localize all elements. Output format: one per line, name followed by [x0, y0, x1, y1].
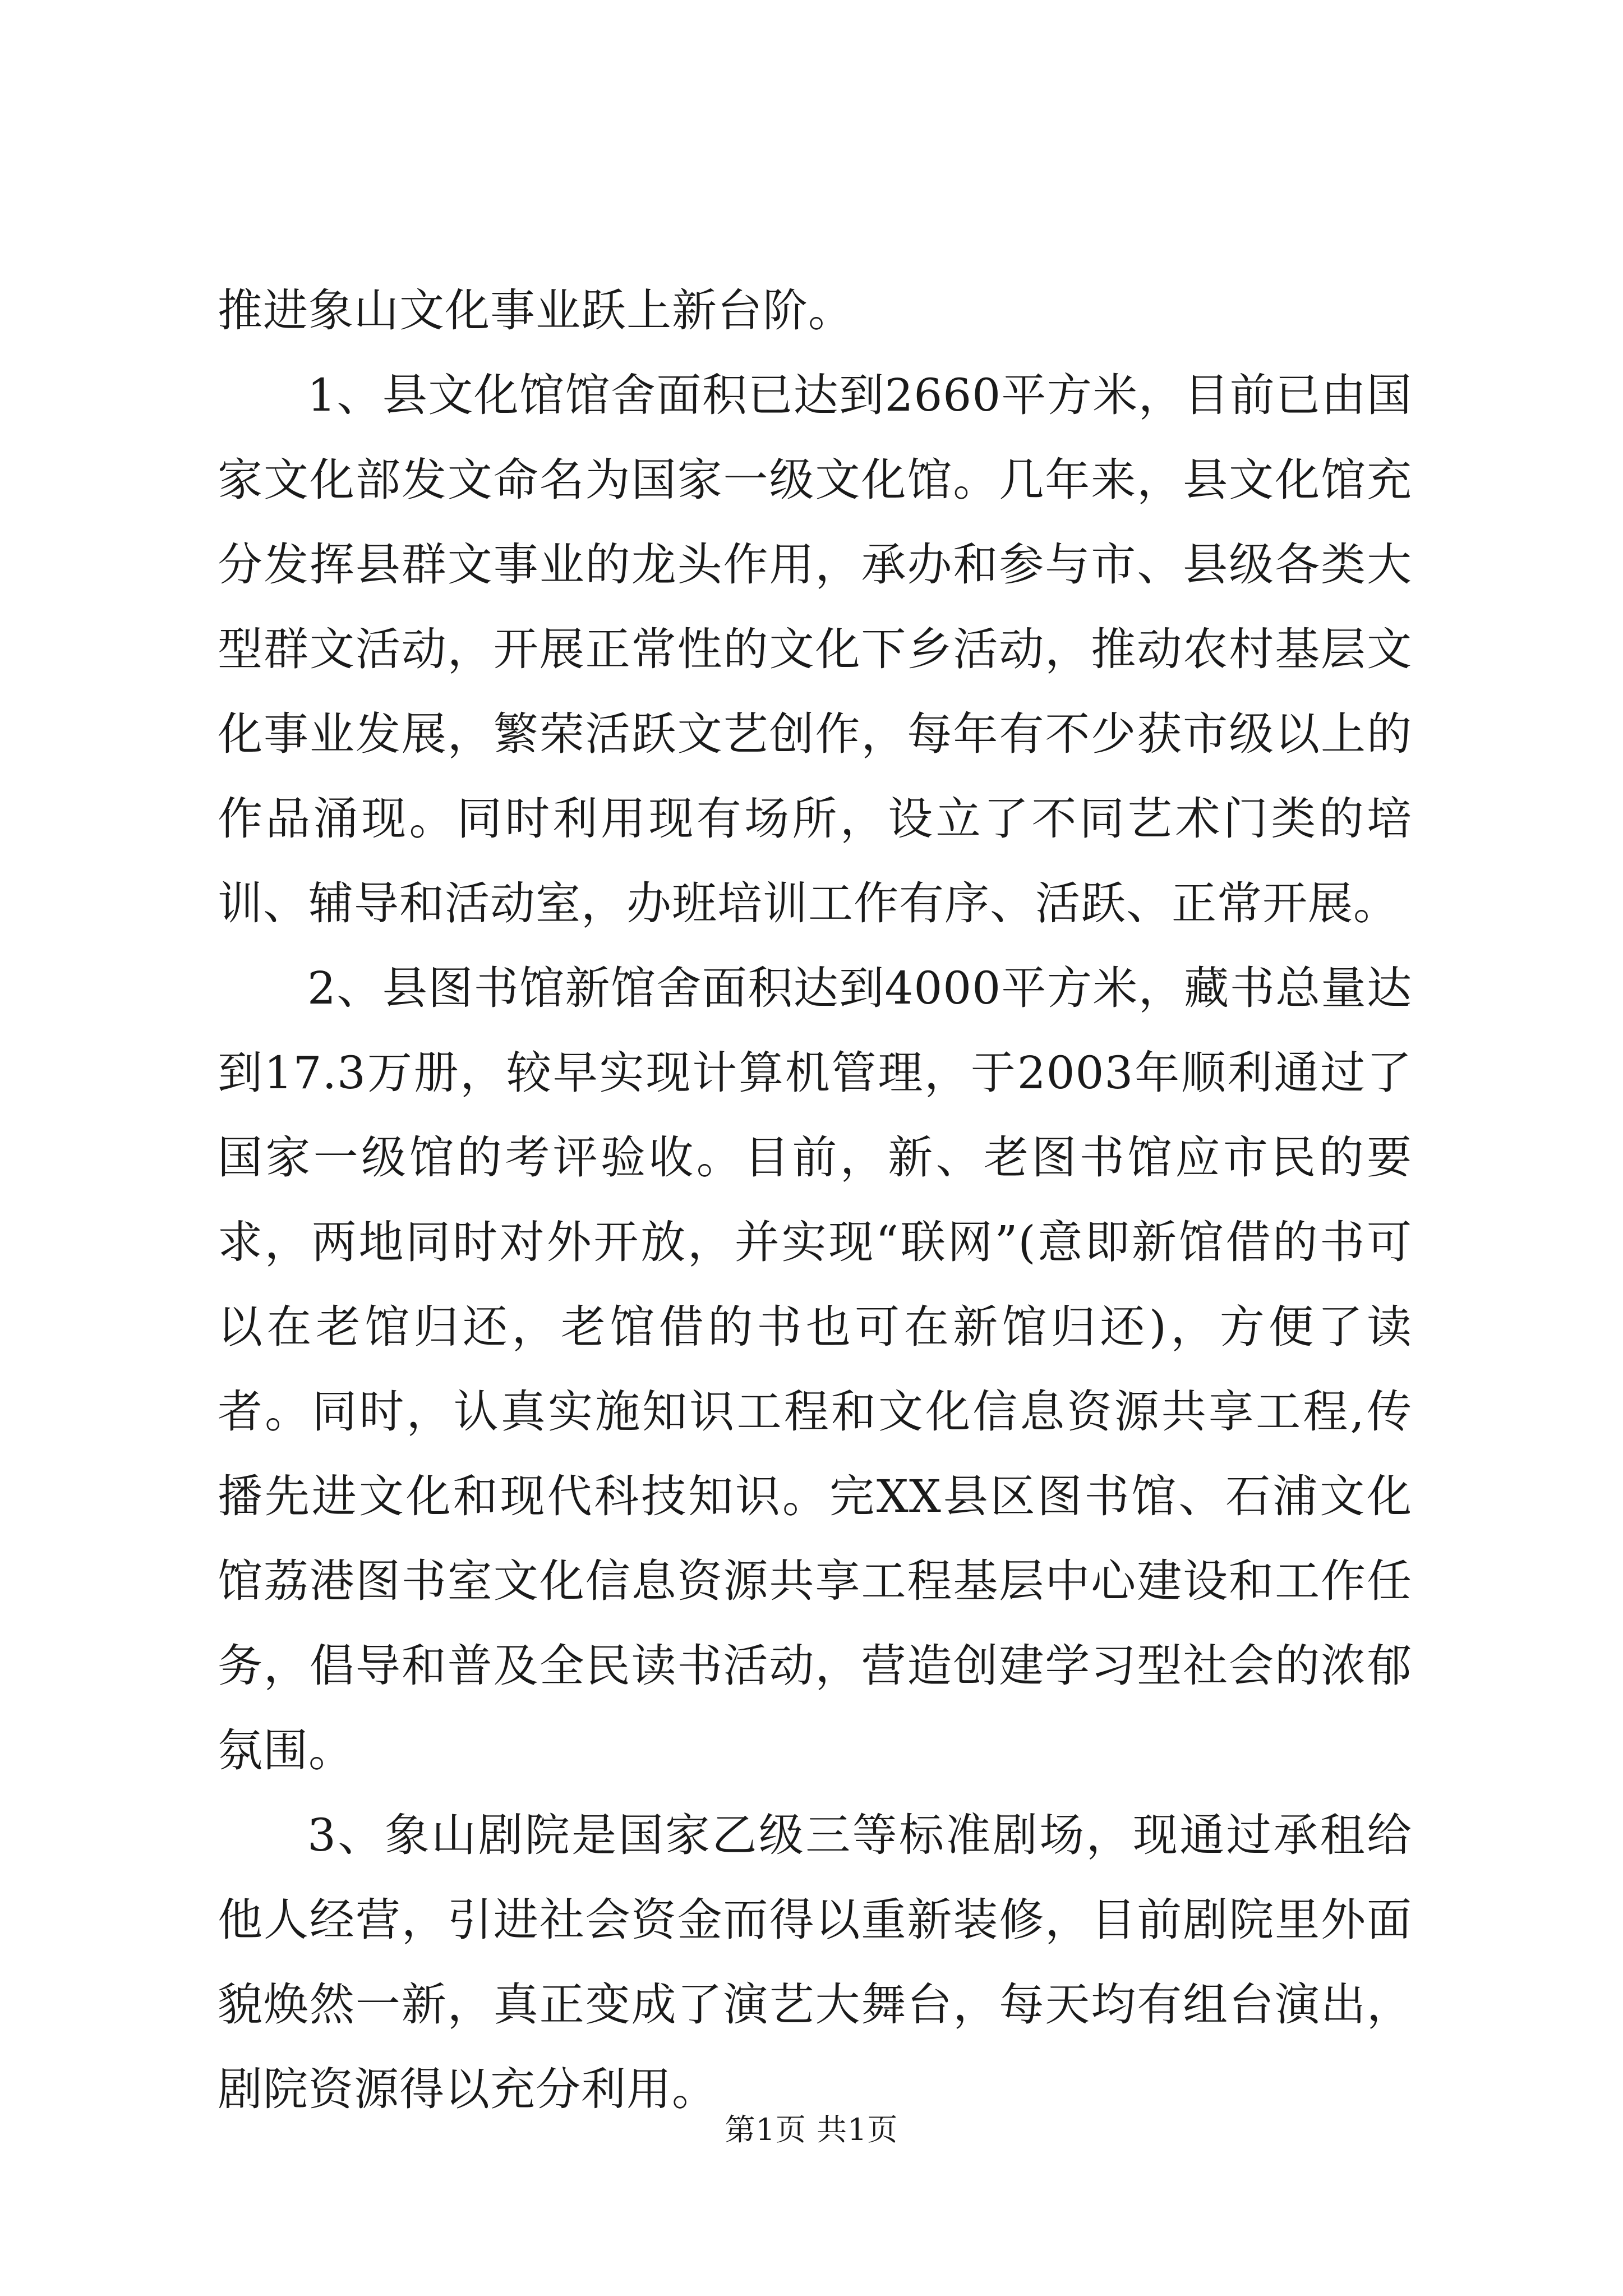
- paragraph-library: 2、县图书馆新馆舍面积达到4000平方米，藏书总量达到17.3万册，较早实现计算机管理，于2003年顺利通过了国家一级馆的考评验收。目前，新、老图书馆应市民的要求，两地同时对外开放，并实现“联网”(意即新馆借的书可以在老馆归还，老馆借的书也可在新馆归还)，方便了读者。同时，认真实施知识工程和文化信息资源共享工程,传播先进文化和现代科技知识。完XX县区图书馆、石浦文化馆荔港图书室文化信息资源共享工程基层中心建设和工作任务，倡导和普及全民读书活动，营造创建学习型社会的浓郁氛围。: [218, 962, 1412, 1777]
- document-body: [218, 268, 1412, 2132]
- paragraph-continuation: 推进象山文化事业跃上新台阶。: [218, 284, 854, 337]
- paragraph-theater: 3、象山剧院是国家乙级三等标准剧场，现通过承租给他人经营，引进社会资金而得以重新装修，目前剧院里外面貌焕然一新，真正变成了演艺大舞台，每天均有组台演出，剧院资源得以充分利用。: [218, 1809, 1412, 2115]
- paragraph-cultural-center: 1、县文化馆馆舍面积已达到2660平方米，目前已由国家文化部发文命名为国家一级文化馆。几年来，县文化馆充分发挥县群文事业的龙头作用，承办和参与市、县级各类大型群文活动，开展正常性的文化下乡活动，推动农村基层文化事业发展，繁荣活跃文艺创作，每年有不少获市级以上的作品涌现。同时利用现有场所，设立了不同艺术门类的培训、辅导和活动室，办班培训工作有序、活跃、正常开展。: [218, 369, 1412, 930]
- page-footer: 第1页 共1页: [725, 2112, 898, 2147]
